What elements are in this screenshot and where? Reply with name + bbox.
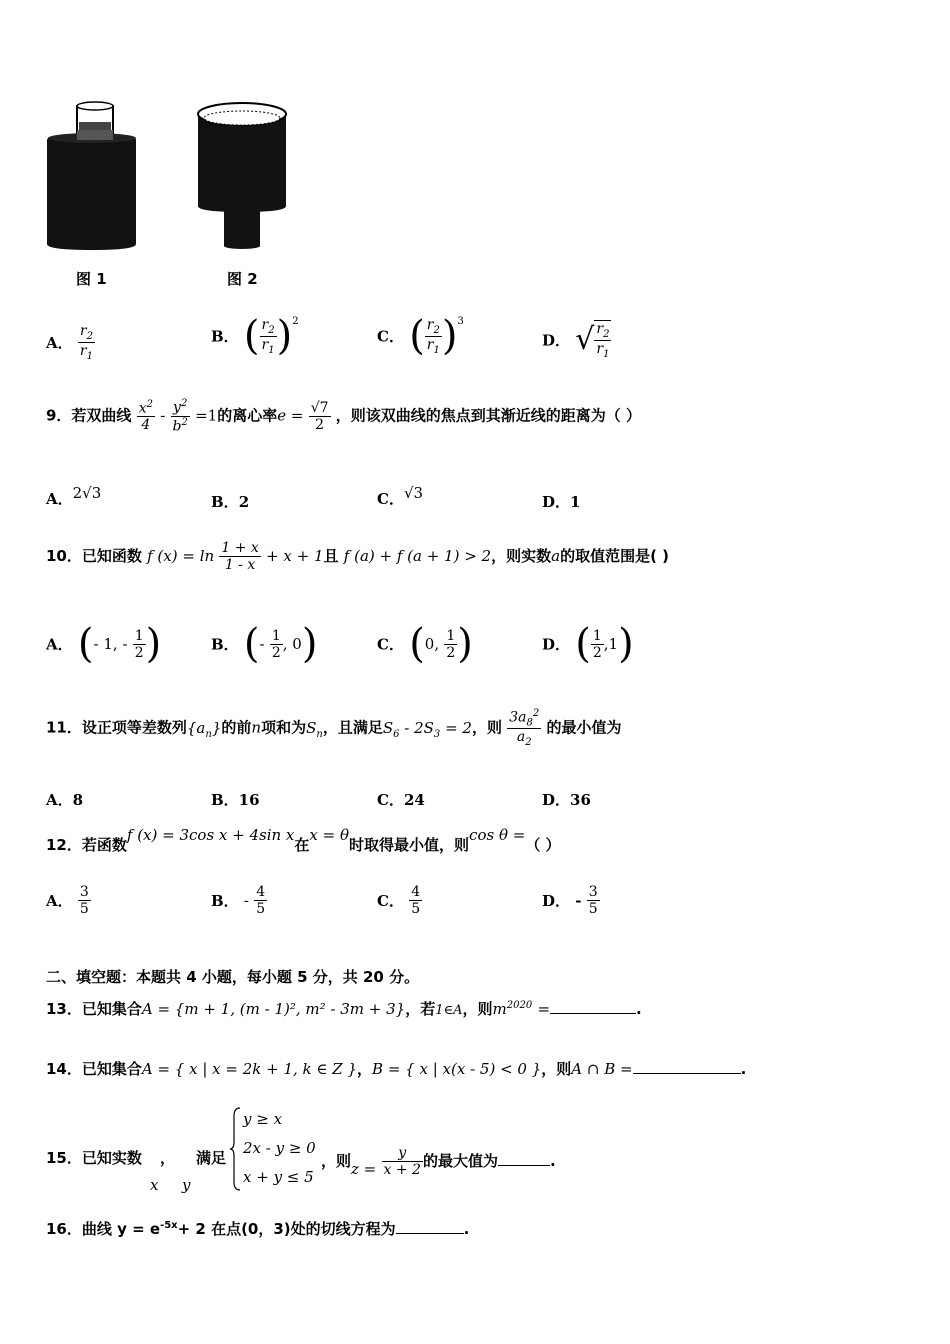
question-10: 10．已知函数 f (x) = ln $\frac{1 + x}{1 - x}$ + x + 1且 f (a) + f (a + 1) > 2，则实数a的取值范围是( ) [46, 540, 670, 573]
q12-option-c[interactable]: C． $\frac{4}{5}$ [377, 884, 421, 917]
question-11: 11．设正项等差数列$\{a_n\}$的前n项和为$S_n$，且满足$S_6 - 2S_3 = 2$，则 $\frac{3a_8^2}{a_2}$ 的最小值为 [46, 708, 622, 749]
q8-option-c-label: C． [377, 327, 404, 346]
q14-answer-blank[interactable] [633, 1073, 741, 1074]
q10-option-c[interactable]: C． (0, $\frac{1}{2}$ ) [377, 621, 473, 667]
question-14: 14．已知集合A = { x | x = 2k + 1, k ∈ Z }，B = { x | x(x - 5) < 0 }，则A ∩ B = . [46, 1060, 747, 1078]
q10-option-a[interactable]: A． (- 1, - $\frac{1}{2}$ ) [46, 621, 162, 667]
q9-y-fraction: $\frac{y^2}{b^2}$ [172, 398, 188, 435]
q8-option-d-fraction: $\frac{r_2}{r_1}$ [596, 321, 610, 360]
q8-option-b[interactable]: B． ( $\frac{r_2}{r_1}$ )$^2$ [211, 313, 299, 359]
q15-constraint-2: 2x - y ≥ 0 [243, 1139, 316, 1157]
q9-number: 9．若双曲线 [46, 406, 132, 425]
q8-option-a-label: A． [46, 333, 73, 352]
q9-option-d[interactable]: D．1 [542, 493, 581, 511]
q11-option-b[interactable]: B．16 [211, 791, 260, 809]
question-12: 12．若函数f (x) = 3cos x + 4sin x在x = θ时取得最小值，则cos θ =（ ） [46, 826, 561, 854]
question-15-tail: ，则z = $\frac{y}{x + 2}$ 的最大值为 . [321, 1145, 556, 1178]
q11-fraction: $\frac{3a_8^2}{a_2}$ [509, 708, 540, 749]
q15-brace [230, 1106, 242, 1196]
sqrt-sign: √ [575, 321, 595, 357]
question-16: 16．曲线 $y = e^{-5x}+ 2$ 在点(0，3)处的切线方程为 . [46, 1220, 470, 1238]
q15-var-x: x [150, 1176, 159, 1194]
q12-option-a[interactable]: A． $\frac{3}{5}$ [46, 884, 89, 917]
q15-constraint-3: x + y ≤ 5 [243, 1168, 314, 1186]
q8-option-d[interactable] [542, 320, 611, 360]
figure-2-caption: 图 2 [227, 270, 258, 288]
q8-option-c[interactable]: C． ( $\frac{r_2}{r_1}$ )$^3$ [377, 313, 464, 359]
section-2-title: 二、填空题：本题共 4 小题，每小题 5 分，共 20 分。 [46, 968, 420, 986]
q8-option-a-fraction: $\frac{r_2}{r_1}$ [79, 323, 93, 362]
q8-option-a[interactable] [46, 323, 95, 362]
q15-constraint-1: y ≥ x [243, 1110, 283, 1128]
q9-x-fraction: $\frac{x^2}{4}$ [138, 398, 153, 434]
q11-option-d[interactable]: D．36 [542, 791, 591, 809]
question-15-lead: 15．已知实数 [46, 1149, 142, 1167]
q16-answer-blank[interactable] [396, 1233, 464, 1234]
q15-answer-blank[interactable] [498, 1165, 550, 1166]
q12-option-d[interactable]: D． - $\frac{3}{5}$ [542, 884, 598, 917]
q10-log-fraction: $\frac{1 + x}{1 - x}$ [221, 540, 259, 573]
q10-option-d[interactable]: D． ( $\frac{1}{2}$ ,1) [542, 621, 634, 667]
q15-var-y: y [182, 1176, 191, 1194]
q13-answer-blank[interactable] [550, 1013, 636, 1014]
q9-option-c[interactable]: C．√3 [377, 484, 424, 508]
q8-option-d-label: D． [542, 331, 571, 350]
q12-option-b[interactable]: B． - $\frac{4}{5}$ [211, 884, 266, 917]
q15-satisfy: 满足 [196, 1149, 227, 1167]
q9-option-b[interactable]: B．2 [211, 493, 250, 511]
q11-option-a[interactable]: A．8 [46, 791, 84, 809]
question-13: 13．已知集合A = {m + 1, (m - 1)², m² - 3m + 3}，若1∈A，则$m^{2020}$ = . [46, 1000, 642, 1018]
figure-1-cylinders [44, 100, 140, 252]
q9-option-a[interactable]: A．2√3 [46, 484, 102, 508]
q8-option-c-fraction: $\frac{r_2}{r_1}$ [426, 316, 440, 356]
question-9: 9．若双曲线 $\frac{x^2}{4}$ - $\frac{y^2}{b^2}$ =1的离心率e = $\frac{√7}{2}$ ，则该双曲线的焦点到其渐近线的距离为（ ） [46, 398, 641, 435]
question-15-comma: ， [160, 1149, 176, 1167]
q11-option-c[interactable]: C．24 [377, 791, 425, 809]
figure-2-cylinders [194, 100, 290, 252]
q8-option-b-label: B． [211, 327, 239, 346]
q8-option-b-fraction: $\frac{r_2}{r_1}$ [261, 316, 275, 356]
q9-e-fraction: $\frac{√7}{2}$ [310, 399, 329, 433]
figure-1-caption: 图 1 [76, 270, 107, 288]
q10-option-b[interactable]: B． (- $\frac{1}{2}$ , 0) [211, 621, 318, 667]
